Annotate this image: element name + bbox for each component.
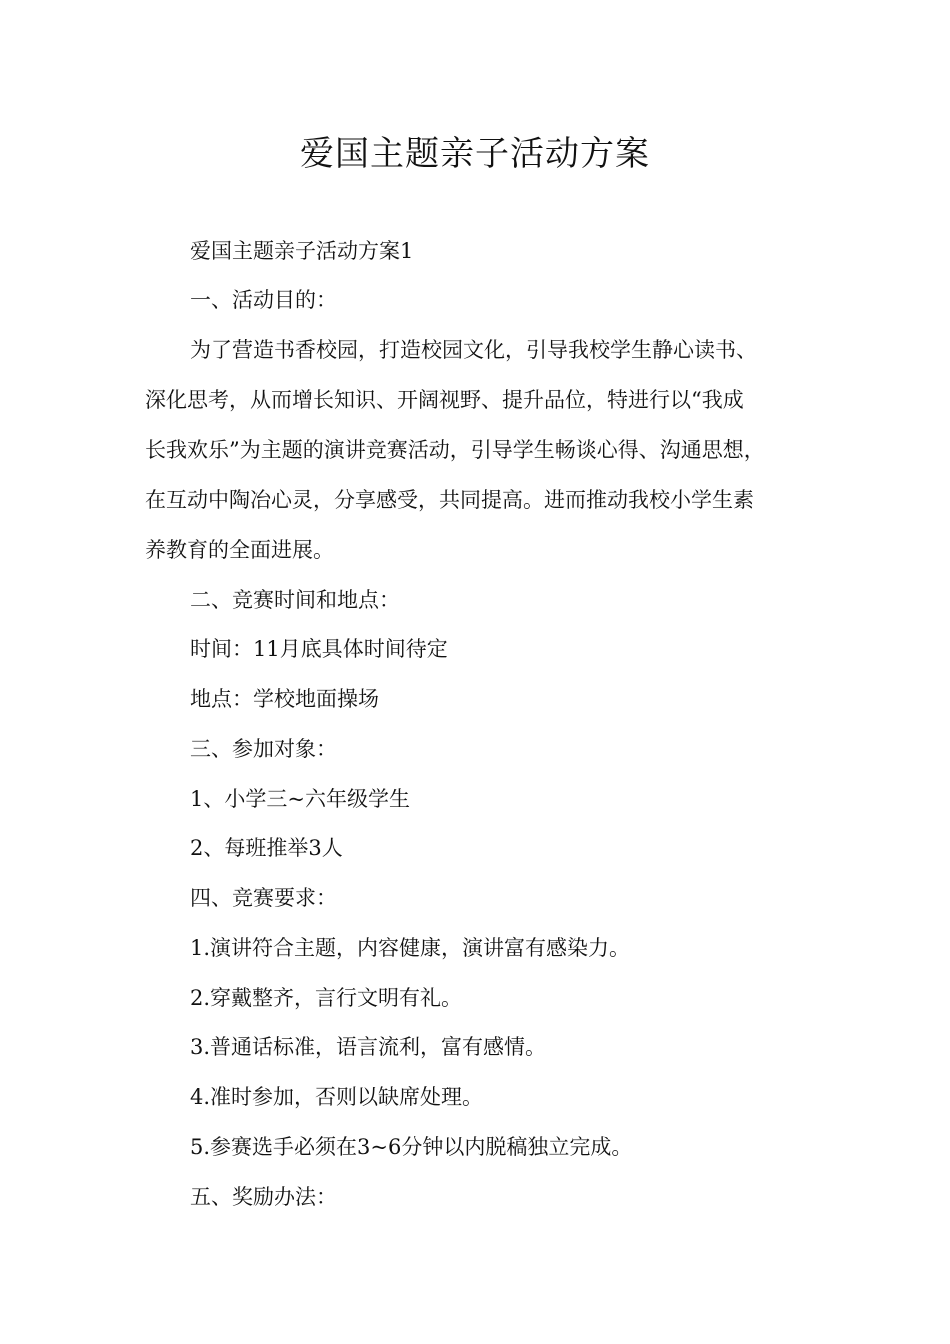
list-item: 2、每班推举3人 bbox=[190, 836, 343, 860]
list-item: 地点：学校地面操场 bbox=[190, 687, 379, 711]
paragraph-line: 养教育的全面进展。 bbox=[145, 538, 334, 562]
section-heading: 一、活动目的： bbox=[190, 288, 337, 312]
section-heading: 四、竞赛要求： bbox=[190, 886, 337, 910]
paragraph-line: 在互动中陶冶心灵，分享感受，共同提高。进而推动我校小学生素 bbox=[145, 488, 754, 512]
paragraph-line: 长我欢乐”为主题的演讲竞赛活动，引导学生畅谈心得、沟通思想， bbox=[145, 438, 765, 462]
list-item: 1.演讲符合主题，内容健康，演讲富有感染力。 bbox=[190, 936, 631, 960]
section-heading: 五、奖励办法： bbox=[190, 1185, 337, 1209]
paragraph-line: 深化思考，从而增长知识、开阔视野、提升品位，特进行以“我成 bbox=[145, 388, 744, 412]
list-item: 时间：11月底具体时间待定 bbox=[190, 637, 448, 661]
list-item: 4.准时参加，否则以缺席处理。 bbox=[190, 1085, 484, 1109]
section-heading: 爱国主题亲子活动方案1 bbox=[190, 239, 414, 263]
list-item: 3.普通话标准，语言流利，富有感情。 bbox=[190, 1035, 547, 1059]
list-item: 2.穿戴整齐，言行文明有礼。 bbox=[190, 986, 463, 1010]
list-item: 1、小学三~六年级学生 bbox=[190, 787, 410, 811]
list-item: 5.参赛选手必须在3~6分钟以内脱稿独立完成。 bbox=[190, 1135, 633, 1159]
section-heading: 二、竞赛时间和地点： bbox=[190, 588, 400, 612]
document-title: 爱国主题亲子活动方案 bbox=[300, 134, 650, 174]
section-heading: 三、参加对象： bbox=[190, 737, 337, 761]
paragraph-line: 为了营造书香校园，打造校园文化，引导我校学生静心读书、 bbox=[190, 338, 757, 362]
